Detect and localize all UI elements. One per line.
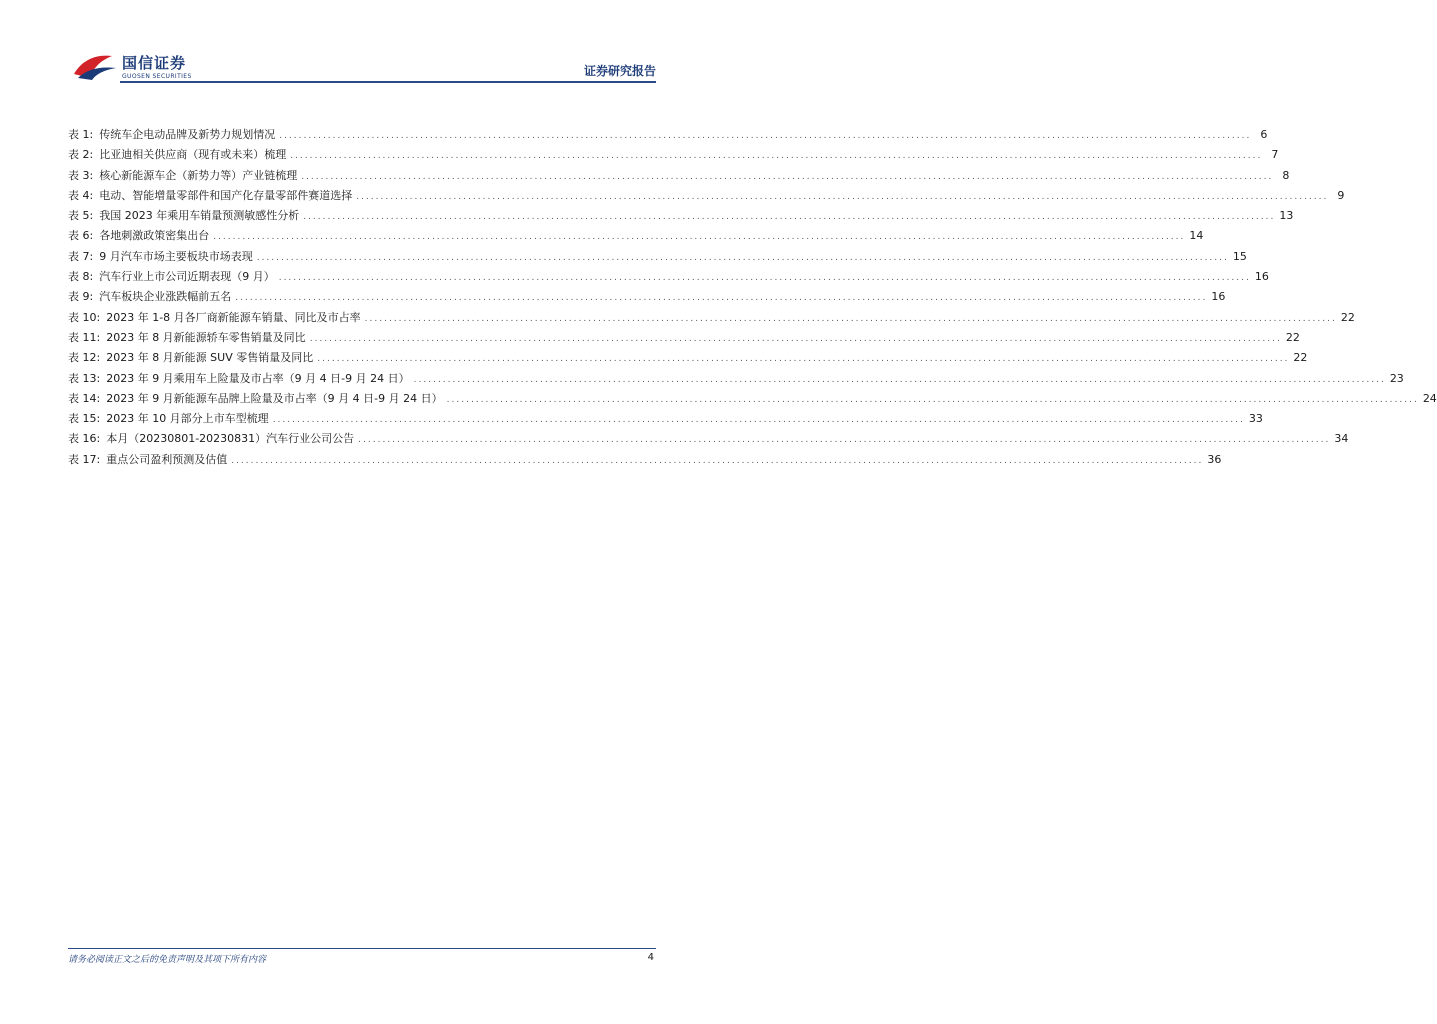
toc-entry-title: 核心新能源车企（新势力等）产业链梳理 (99, 168, 298, 182)
toc-entry-title: 各地刺激政策密集出台 (99, 229, 210, 243)
toc-entry[interactable] (68, 328, 1300, 348)
toc-leader-dots: ........................................................................................................................................................................................................ (256, 252, 1229, 263)
toc-entry-title: 2023 年 1-8 月各厂商新能源车销量、同比及市占率 (106, 310, 361, 324)
logo-english-name: GUOSEN SECURITIES (122, 73, 192, 80)
toc-entry[interactable] (68, 287, 1226, 307)
guosen-logo (72, 52, 232, 84)
toc-entry-label: 表 12: (68, 351, 101, 365)
toc-entry-title: 我国 2023 年乘用车销量预测敏感性分析 (99, 209, 300, 223)
toc-entry-label: 表 1: (68, 128, 94, 141)
toc-entry[interactable] (68, 267, 1269, 287)
toc-entry-title: 9 月汽车市场主要板块市场表现 (99, 249, 253, 263)
toc-entry-title: 汽车板块企业涨跌幅前五名 (99, 290, 232, 304)
toc-leader-dots: ........................................................................................................................................................................................................ (413, 374, 1386, 385)
toc-entry-label: 表 4: (68, 188, 94, 202)
toc-entry-label: 表 7: (68, 249, 94, 263)
toc-entry-label: 表 10: (68, 310, 101, 324)
toc-entry-label: 表 16: (68, 432, 101, 446)
toc-leader-dots: ........................................................................................................................................................................................................ (290, 151, 1263, 162)
toc-leader-dots: ........................................................................................................................................................................................................ (356, 191, 1329, 202)
toc-entry-page: 7 (1271, 148, 1279, 162)
toc-entry-title: 传统车企电动品牌及新势力规划情况 (99, 128, 276, 141)
toc-entry[interactable] (68, 166, 1290, 186)
footer-divider (68, 948, 656, 949)
toc-leader-dots: ........................................................................................................................................................................................................ (279, 131, 1252, 141)
toc-entry-title: 2023 年 9 月乘用车上险量及市占率（9 月 4 日-9 月 24 日） (106, 371, 410, 385)
toc-entry-label: 表 3: (68, 168, 94, 182)
toc-entry-title: 2023 年 8 月新能源 SUV 零售销量及同比 (106, 351, 314, 365)
toc-entry[interactable] (68, 186, 1345, 206)
page-header (0, 0, 724, 90)
toc-entry-title: 比亚迪相关供应商（现有或未来）梳理 (99, 148, 287, 162)
toc-entry-page: 16 (1254, 270, 1269, 284)
toc-leader-dots: ........................................................................................................................................................................................................ (231, 455, 1204, 466)
toc-entry-label: 表 11: (68, 330, 101, 344)
toc-leader-dots: ........................................................................................................................................................................................................ (446, 394, 1419, 405)
toc-entry-label: 表 13: (68, 371, 101, 385)
toc-entry[interactable] (68, 369, 1404, 389)
toc-entry-page: 22 (1340, 310, 1355, 324)
toc-entry-page: 24 (1422, 391, 1437, 405)
toc-entry[interactable] (68, 348, 1308, 368)
toc-entry-page: 36 (1207, 452, 1222, 466)
toc-entry-title: 2023 年 8 月新能源轿车零售销量及同比 (106, 330, 306, 344)
toc-leader-dots: ........................................................................................................................................................................................................ (317, 354, 1290, 365)
toc-entry-label: 表 9: (68, 290, 94, 304)
toc-entry-page: 22 (1285, 330, 1300, 344)
toc-leader-dots: ........................................................................................................................................................................................................ (235, 293, 1208, 304)
toc-entry-title: 2023 年 9 月新能源车品牌上险量及市占率（9 月 4 日-9 月 24 日） (106, 391, 443, 405)
toc-entry-page: 9 (1337, 188, 1345, 202)
toc-entry-title: 电动、智能增量零部件和国产化存量零部件赛道选择 (99, 188, 353, 202)
toc-entry[interactable] (68, 429, 1349, 449)
logo-chinese-name: 国信证券 (122, 54, 187, 72)
toc-entry[interactable] (68, 125, 1268, 145)
page-number: 4 (647, 952, 654, 963)
toc-entry-title: 2023 年 10 月部分上市车型梳理 (106, 412, 269, 426)
toc-entry-page: 8 (1282, 168, 1290, 182)
table-of-tables (68, 125, 1437, 470)
toc-entry-page: 34 (1334, 432, 1349, 446)
toc-entry-title: 汽车行业上市公司近期表现（9 月） (99, 270, 275, 284)
toc-entry-label: 表 6: (68, 229, 94, 243)
toc-entry-title: 本月（20230801-20230831）汽车行业公司公告 (106, 432, 355, 446)
toc-entry[interactable] (68, 145, 1279, 165)
report-type-label: 证券研究报告 (583, 64, 656, 78)
toc-entry[interactable] (68, 450, 1222, 470)
toc-leader-dots: ........................................................................................................................................................................................................ (303, 212, 1276, 223)
toc-leader-dots: ........................................................................................................................................................................................................ (358, 435, 1331, 446)
toc-entry-title: 重点公司盈利预测及估值 (106, 452, 228, 466)
toc-leader-dots: ........................................................................................................................................................................................................ (272, 415, 1245, 426)
toc-entry-page: 22 (1293, 351, 1308, 365)
toc-leader-dots: ........................................................................................................................................................................................................ (213, 232, 1186, 243)
toc-entry[interactable] (68, 206, 1294, 226)
toc-entry-label: 表 8: (68, 270, 94, 284)
toc-entry[interactable] (68, 409, 1263, 429)
toc-entry-page: 33 (1248, 412, 1263, 426)
toc-leader-dots: ........................................................................................................................................................................................................ (301, 171, 1274, 182)
toc-entry-label: 表 17: (68, 452, 101, 466)
toc-entry[interactable] (68, 389, 1437, 409)
toc-entry-page: 13 (1279, 209, 1294, 223)
toc-leader-dots: ........................................................................................................................................................................................................ (309, 333, 1282, 344)
toc-entry-page: 6 (1260, 128, 1268, 141)
guosen-logo-icon (72, 52, 118, 82)
toc-entry-page: 16 (1211, 290, 1226, 304)
toc-entry-label: 表 14: (68, 391, 101, 405)
toc-entry-page: 23 (1389, 371, 1404, 385)
toc-leader-dots: ........................................................................................................................................................................................................ (278, 273, 1251, 284)
toc-entry-page: 14 (1189, 229, 1204, 243)
toc-entry-label: 表 15: (68, 412, 101, 426)
toc-leader-dots: ........................................................................................................................................................................................................ (364, 313, 1337, 324)
header-divider (120, 81, 656, 83)
toc-entry[interactable] (68, 247, 1247, 267)
toc-entry[interactable] (68, 308, 1355, 328)
toc-entry-page: 15 (1232, 249, 1247, 263)
toc-entry-label: 表 2: (68, 148, 94, 162)
toc-entry-label: 表 5: (68, 209, 94, 223)
toc-entry[interactable] (68, 226, 1204, 246)
footer-disclaimer: 请务必阅读正文之后的免责声明及其项下所有内容 (68, 955, 267, 965)
